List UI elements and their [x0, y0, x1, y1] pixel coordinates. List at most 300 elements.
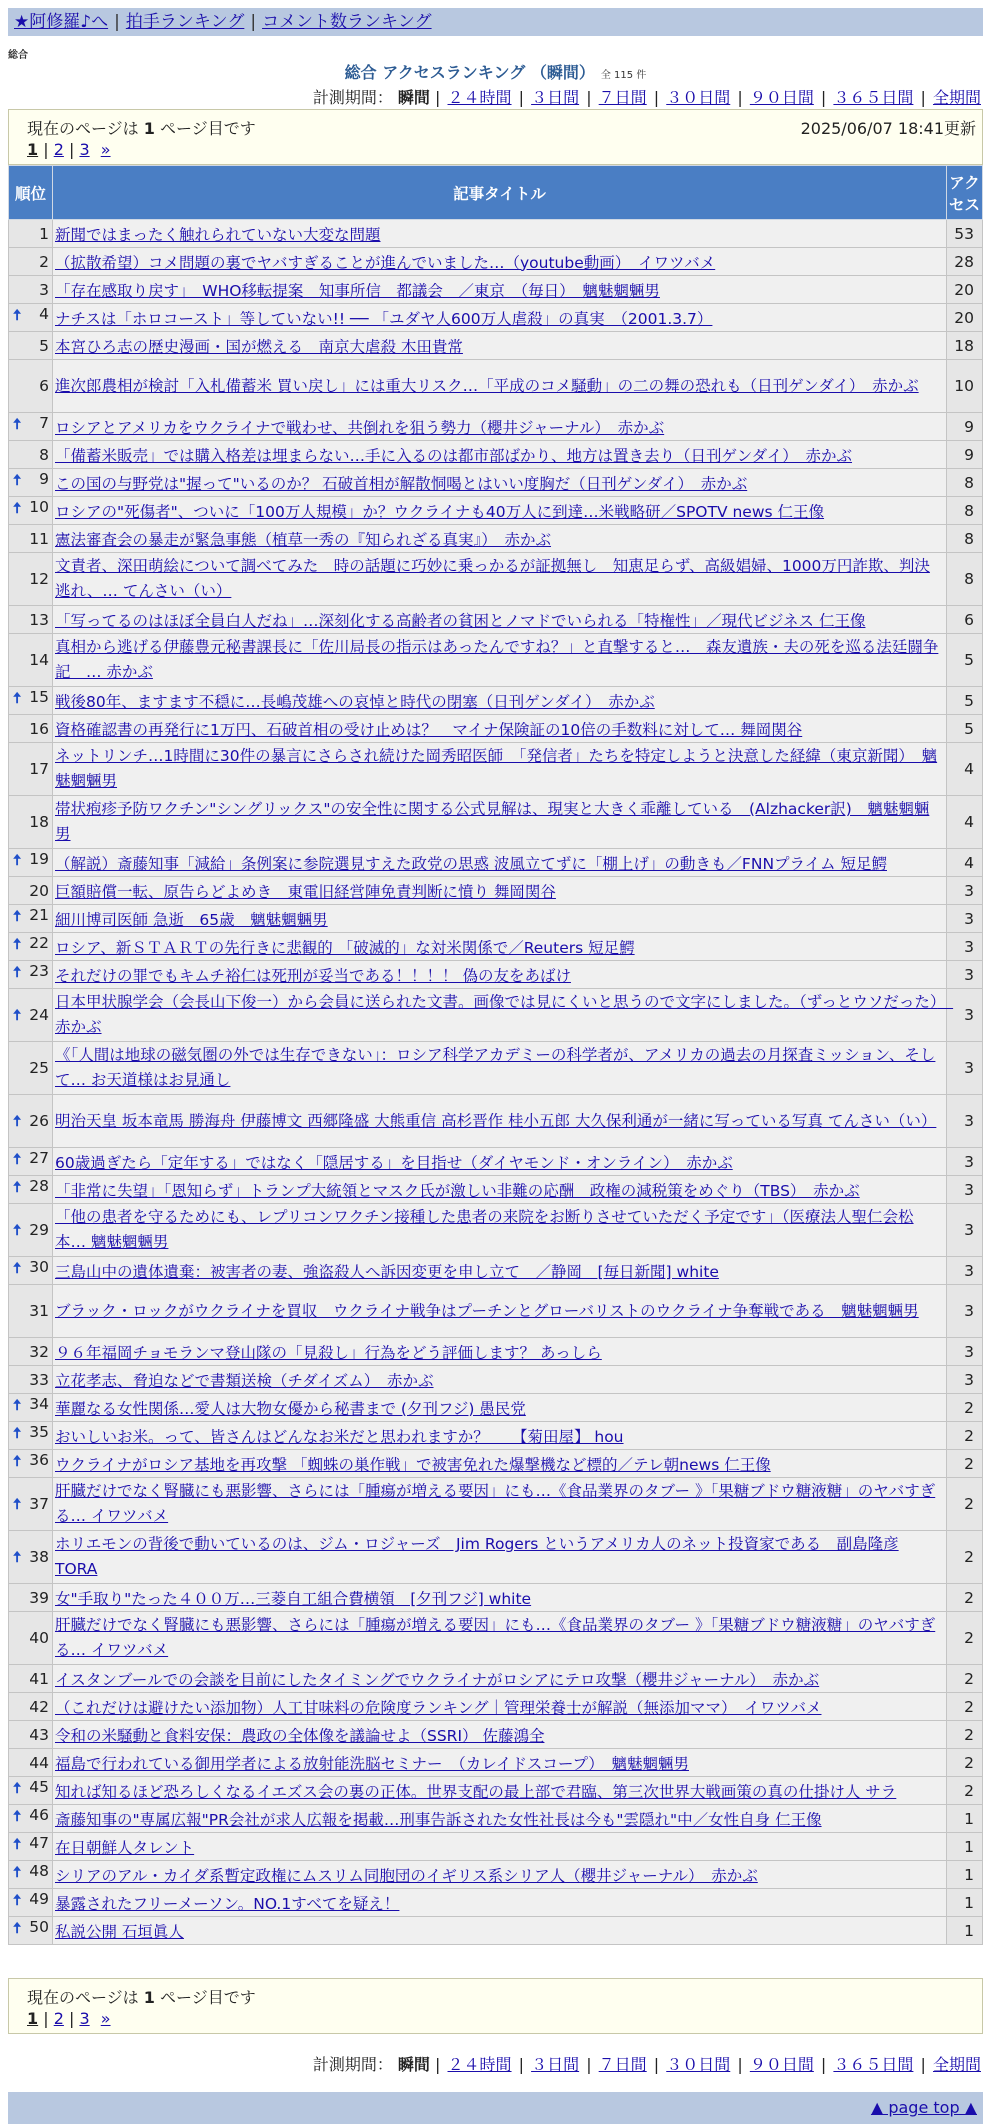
title-cell	[53, 634, 947, 687]
rank-number: 41	[29, 1669, 49, 1688]
rank-number: 12	[29, 569, 49, 588]
article-title-link[interactable]: イスタンブールでの会談を目前にしたタイミングでウクライナがロシアにテロ攻撃（櫻井ジャーナル） 赤かぶ	[55, 1670, 820, 1689]
period-option[interactable]: ２４時間	[447, 88, 512, 107]
title-cell	[53, 961, 947, 989]
rank-number: 3	[39, 280, 49, 299]
article-title-link[interactable]: 知れば知るほど恐ろしくなるイエズス会の裏の正体。世界支配の最上部で君臨、第三次世界大戦画策の真の仕掛け人 サラ	[55, 1782, 897, 1801]
title-cell	[53, 687, 947, 715]
table-row	[9, 469, 983, 497]
table-row	[9, 877, 983, 905]
period-label: 計測期間：	[312, 88, 393, 107]
access-count: 8	[947, 525, 983, 553]
home-link[interactable]: ★阿修羅♪へ	[14, 12, 109, 32]
table-row	[9, 1422, 983, 1450]
access-count: 3	[947, 1204, 983, 1257]
article-title-link[interactable]: 女"手取り"たった４００万…三菱自工組合費横領 [夕刊フジ] white	[55, 1589, 532, 1608]
table-row	[9, 933, 983, 961]
article-title-link[interactable]: 立花孝志、脅迫などで書類送検（チダイズム） 赤かぶ	[55, 1371, 434, 1390]
rank-up-arrow-icon: 🠅	[13, 1452, 22, 1470]
title-cell	[53, 1478, 947, 1531]
title-cell	[53, 1777, 947, 1805]
article-title-link[interactable]: （拡散希望）コメ問題の裏でヤバすぎることが進んでいました…（youtube動画） イワツバメ	[55, 253, 716, 272]
access-count: 4	[947, 796, 983, 849]
article-title-link[interactable]: 資格確認書の再発行に1万円、石破首相の受け止めは？ マイナ保険証の10倍の手数料に対して… 舞岡関谷	[55, 720, 803, 739]
table-row	[9, 332, 983, 360]
ranking-rows	[9, 220, 983, 1945]
access-count: 3	[947, 1148, 983, 1176]
access-count: 1	[947, 1861, 983, 1889]
rank-number: 29	[29, 1220, 49, 1239]
table-row	[9, 849, 983, 877]
rank-number: 38	[29, 1547, 49, 1566]
article-title-link[interactable]: 肝臓だけでなく腎臓にも悪影響、さらには「腫瘍が増える要因」にも…《食品業界のタブー 》「果糖ブドウ糖液糖」のヤバすぎる… イワツバメ	[55, 1616, 936, 1659]
table-row	[9, 1394, 983, 1422]
total-count: 全 115 件	[600, 70, 647, 81]
rank-cell	[9, 849, 53, 877]
rank-cell	[9, 1584, 53, 1612]
rank-number: 39	[29, 1588, 49, 1607]
table-row	[9, 1095, 983, 1148]
access-count: 3	[947, 1285, 983, 1338]
period-option[interactable]: ７日間	[598, 2055, 647, 2074]
title-cell	[53, 849, 947, 877]
page-link-3[interactable]: 3	[79, 2009, 90, 2028]
rank-up-arrow-icon: 🠅	[13, 1220, 22, 1239]
access-count: 3	[947, 1176, 983, 1204]
section-label: 総合	[8, 50, 28, 61]
article-title-link[interactable]: 暴露されたフリーメーソン。NO.1すべてを疑え！	[55, 1894, 400, 1913]
page-link-2[interactable]: 2	[53, 2009, 64, 2028]
rank-cell	[9, 989, 53, 1042]
rank-cell	[9, 1721, 53, 1749]
rank-cell	[9, 1861, 53, 1889]
table-row	[9, 1833, 983, 1861]
period-option[interactable]: ３日間	[531, 2055, 580, 2074]
article-title-link[interactable]: 華麗なる女性関係…愛人は大物女優から秘書まで (夕刊フジ) 愚民党	[55, 1399, 526, 1418]
article-title-link[interactable]: 「写ってるのはほぼ全員白人だね」…深刻化する高齢者の貧困とノマドでいられる「特権性」／現代ビジネス 仁王像	[55, 611, 866, 630]
article-title-link[interactable]: 《「人間は地球の磁気圏の外では生存できない」：ロシア科学アカデミーの科学者が、アメリカの過去の月探査ミッション、そして… お天道様はお見通し	[55, 1046, 936, 1089]
access-count: 2	[947, 1450, 983, 1478]
table-row	[9, 606, 983, 634]
period-option[interactable]: ３０日間	[666, 2055, 731, 2074]
title-cell	[53, 1889, 947, 1917]
table-row	[9, 1285, 983, 1338]
article-title-link[interactable]: ナチスは「ホロコースト」等していない!! ── 「ユダヤ人600万人虐殺」の真実 （2001.3.7）	[55, 309, 713, 328]
title-cell	[53, 606, 947, 634]
article-title-link[interactable]: ロシアの"死傷者"、ついに「100万人規模」か？ウクライナも40万人に到達…米戦略研／SPOTV news 仁王像	[55, 502, 825, 521]
period-selector-bottom	[313, 2052, 983, 2075]
page-current: 1	[27, 2009, 39, 2028]
access-count: 1	[947, 1833, 983, 1861]
article-title-link[interactable]: （これだけは避けたい添加物）人工甘味料の危険度ランキング｜管理栄養士が解説（無添加ママ） イワツバメ	[55, 1698, 822, 1717]
rank-number: 21	[29, 906, 49, 924]
article-title-link[interactable]: ９６年福岡チョモランマ登山隊の「見殺し」行為をどう評価します？ あっしら	[55, 1343, 602, 1362]
access-count: 3	[947, 989, 983, 1042]
header-access: アクセス	[947, 166, 983, 220]
rank-cell	[9, 1450, 53, 1478]
title-cell	[53, 796, 947, 849]
table-row	[9, 1693, 983, 1721]
article-title-link[interactable]: 在日朝鮮人タレント	[55, 1838, 195, 1857]
rank-cell	[9, 1612, 53, 1665]
access-count: 53	[947, 220, 983, 248]
rank-cell	[9, 360, 53, 413]
access-count: 3	[947, 1338, 983, 1366]
rank-number: 48	[29, 1862, 49, 1880]
table-row	[9, 220, 983, 248]
access-count: 5	[947, 634, 983, 687]
table-row	[9, 1176, 983, 1204]
table-row	[9, 1257, 983, 1285]
rank-cell	[9, 1889, 53, 1917]
period-option[interactable]: 全期間	[932, 2055, 981, 2074]
table-row	[9, 1531, 983, 1584]
article-title-link[interactable]: （解説）斎藤知事「減給」条例案に参院選見すえた政党の思惑 波風立てずに「棚上げ」の動きも／FNNプライム 短足鰐	[55, 854, 887, 873]
rank-number: 2	[39, 252, 49, 271]
article-title-link[interactable]: 「備蓄米販売」では購入格差は埋まらない…手に入るのは都市部ばかり、地方は置き去り（日刊ゲンダイ） 赤かぶ	[55, 446, 853, 465]
access-count: 3	[947, 905, 983, 933]
article-title-link[interactable]: 戦後80年、ますます不穏に…長嶋茂雄への哀悼と時代の閉塞（日刊ゲンダイ） 赤かぶ	[55, 692, 655, 711]
rank-up-arrow-icon: 🠅	[13, 1863, 22, 1881]
table-row	[9, 1889, 983, 1917]
rank-cell	[9, 248, 53, 276]
rank-number: 20	[29, 881, 49, 900]
rank-up-arrow-icon: 🠅	[13, 1259, 22, 1277]
rank-up-arrow-icon: 🠅	[13, 1547, 22, 1566]
rank-number: 33	[29, 1370, 49, 1389]
period-links: | ２４時間 | ３日間 | ７日間 | ３０日間 | ９０日間 | ３６５日間 | 全期間	[435, 88, 981, 107]
table-row	[9, 525, 983, 553]
rank-number: 7	[39, 414, 49, 432]
footer-bar	[8, 2092, 983, 2124]
rank-number: 23	[29, 962, 49, 980]
title-cell	[53, 1833, 947, 1861]
access-count: 2	[947, 1394, 983, 1422]
ranking-title: 総合 アクセスランキング （瞬間）	[344, 63, 595, 82]
nav-separator: |	[114, 12, 120, 32]
article-title-link[interactable]: ロシアとアメリカをウクライナで戦わせ、共倒れを狙う勢力（櫻井ジャーナル） 赤かぶ	[55, 418, 665, 437]
title-cell	[53, 1257, 947, 1285]
rank-number: 22	[29, 934, 49, 952]
rank-number: 17	[29, 759, 49, 778]
access-count: 10	[947, 360, 983, 413]
period-option[interactable]: ７日間	[598, 88, 647, 107]
access-count: 5	[947, 715, 983, 743]
rank-number: 25	[29, 1058, 49, 1077]
title-cell	[53, 1204, 947, 1257]
title-cell	[53, 989, 954, 1042]
title-cell	[53, 1861, 947, 1889]
table-row	[9, 1749, 983, 1777]
access-count: 28	[947, 248, 983, 276]
rank-cell	[9, 743, 53, 796]
rank-cell	[9, 1422, 53, 1450]
rank-cell	[9, 1042, 53, 1095]
article-title-link[interactable]: ホリエモンの背後で動いているのは、ジム・ロジャーズ Jim Rogers というアメリカ人のネット投資家である 副島隆彦 TORA	[55, 1535, 899, 1578]
rank-cell	[9, 220, 53, 248]
rank-cell	[9, 687, 53, 715]
article-title-link[interactable]: 三島山中の遺体遺棄：被害者の妻、強盗殺人へ訴因変更を申し立て ／静岡 [毎日新聞] white	[55, 1262, 719, 1281]
title-cell	[53, 1366, 947, 1394]
article-title-link[interactable]: 本宮ひろ志の歴史漫画・国が燃える 南京大虐殺 木田貴常	[55, 337, 463, 356]
table-row	[9, 1204, 983, 1257]
title-cell	[53, 1176, 947, 1204]
table-row	[9, 687, 983, 715]
title-cell	[53, 1095, 947, 1148]
article-title-link[interactable]: おいしいお米。って、皆さんはどんなお米だと思われますか？ 【菊田屋】 hou	[55, 1427, 624, 1446]
access-count: 2	[947, 1721, 983, 1749]
rank-number: 49	[29, 1890, 49, 1908]
comment-ranking-link[interactable]: コメント数ランキング	[262, 12, 432, 32]
title-cell	[53, 1148, 947, 1176]
access-count: 4	[947, 849, 983, 877]
rank-up-arrow-icon: 🠅	[13, 499, 22, 517]
table-row	[9, 441, 983, 469]
access-count: 2	[947, 1665, 983, 1693]
rank-number: 34	[29, 1395, 49, 1413]
title-cell	[53, 877, 947, 905]
rank-cell	[9, 469, 53, 497]
rank-cell	[9, 1917, 53, 1945]
rank-number: 6	[39, 376, 49, 395]
clap-ranking-link[interactable]: 拍手ランキング	[125, 12, 245, 32]
rank-number: 13	[29, 610, 49, 629]
article-title-link[interactable]: 新聞ではまったく触れられていない大変な問題	[55, 225, 381, 244]
table-row	[9, 1777, 983, 1805]
page-link-2[interactable]: 2	[53, 140, 64, 159]
access-count: 3	[947, 1095, 983, 1148]
rank-cell	[9, 1366, 53, 1394]
table-row	[9, 1478, 983, 1531]
rank-cell	[9, 606, 53, 634]
title-cell	[53, 360, 947, 413]
rank-up-arrow-icon: 🠅	[13, 471, 22, 489]
period-current: 瞬間	[397, 88, 430, 107]
article-title-link[interactable]: 令和の米騒動と食料安保：農政の全体像を議論せよ（SSRI） 佐藤鴻全	[55, 1726, 545, 1745]
pager-box-top	[8, 109, 983, 165]
table-row	[9, 413, 983, 441]
period-option[interactable]: ３０日間	[666, 88, 731, 107]
period-option[interactable]: ２４時間	[447, 2055, 512, 2074]
table-row	[9, 276, 983, 304]
rank-cell	[9, 905, 53, 933]
next-page-link[interactable]: »	[100, 2009, 111, 2028]
article-title-link[interactable]: ロシア、新ＳＴＡＲＴの先行きに悲観的 「破滅的」な対米関係で／Reuters 短足鰐	[55, 938, 635, 957]
access-count: 2	[947, 1749, 983, 1777]
rank-up-arrow-icon: 🠅	[13, 1150, 22, 1168]
period-label: 計測期間：	[312, 2055, 393, 2074]
article-title-link[interactable]: 日本甲状腺学会（会長山下俊一）から会員に送られた文書。画像では見にくいと思うので文字にしました。（ずっとウソだった） 赤かぶ	[55, 993, 954, 1036]
article-title-link[interactable]: シリアのアル・カイダ系暫定政権にムスリム同胞団のイギリス系シリア人（櫻井ジャーナル） 赤かぶ	[55, 1866, 758, 1885]
page-link-3[interactable]: 3	[79, 140, 90, 159]
rank-cell	[9, 1257, 53, 1285]
rank-cell	[9, 1204, 53, 1257]
rank-number: 47	[29, 1834, 49, 1852]
article-title-link[interactable]: ブラック・ロックがウクライナを買収 ウクライナ戦争はプーチンとグローバリストのウクライナ争奪戦である 魑魅魍魎男	[55, 1301, 919, 1320]
rank-number: 46	[29, 1806, 49, 1824]
article-title-link[interactable]: 真相から逃げる伊藤豊元秘書課長に「佐川局長の指示はあったんですね？」と直撃すると… 森友遺族・夫の死を巡る法廷闘争記 … 赤かぶ	[55, 638, 939, 681]
article-title-link[interactable]: 進次郎農相が検討「入札備蓄米 買い戻し」には重大リスク…「平成のコメ騒動」の二の舞の恐れも（日刊ゲンダイ） 赤かぶ	[55, 376, 919, 395]
access-count: 3	[947, 933, 983, 961]
rank-up-arrow-icon: 🠅	[13, 689, 22, 707]
article-title-link[interactable]: 斎藤知事の"専属広報"PR会社が求人広報を掲載…刑事告訴された女性社長は今も"雲隠れ"中／女性自身 仁王像	[55, 1810, 822, 1829]
header-rank: 順位	[9, 166, 53, 220]
rank-number: 4	[39, 305, 49, 323]
access-count: 9	[947, 441, 983, 469]
next-page-link[interactable]: »	[100, 140, 111, 159]
article-title-link[interactable]: 細川博司医師 急逝 65歳 魑魅魍魎男	[55, 910, 328, 929]
rank-up-arrow-icon: 🠅	[13, 1494, 22, 1513]
access-count: 2	[947, 1478, 983, 1531]
table-row	[9, 1584, 983, 1612]
rank-up-arrow-icon: 🠅	[13, 306, 22, 324]
table-row	[9, 1917, 983, 1945]
article-title-link[interactable]: 「存在感取り戻す」 WHO移転提案 知事所信 都議会 ／東京 （毎日） 魑魅魍魎男	[55, 281, 660, 300]
rank-cell	[9, 1665, 53, 1693]
period-links: | ２４時間 | ３日間 | ７日間 | ３０日間 | ９０日間 | ３６５日間 | 全期間	[435, 2055, 981, 2074]
period-option[interactable]: 全期間	[932, 88, 981, 107]
rank-number: 50	[29, 1918, 49, 1936]
table-row	[9, 743, 983, 796]
page-links: 1 | 2 | 3 »	[27, 2009, 111, 2028]
rank-cell	[9, 1285, 53, 1338]
title-cell	[53, 304, 947, 332]
rank-number: 14	[29, 650, 49, 669]
rank-number: 36	[29, 1451, 49, 1469]
table-row	[9, 304, 983, 332]
article-title-link[interactable]: 帯状疱疹予防ワクチン"シングリックス"の安全性に関する公式見解は、現実と大きく乖離している (Alzhacker訳) 魑魅魍魎男	[55, 800, 930, 843]
rank-up-arrow-icon: 🠅	[13, 907, 22, 925]
page-top-link[interactable]: ▲ page top ▲	[870, 2098, 977, 2117]
access-count: 8	[947, 497, 983, 525]
rank-cell	[9, 1833, 53, 1861]
updated-time: 2025/06/07 18:41更新	[800, 119, 976, 138]
access-count: 1	[947, 1805, 983, 1833]
rank-cell	[9, 441, 53, 469]
rank-number: 19	[29, 850, 49, 868]
article-title-link[interactable]: 明治天皇 坂本竜馬 勝海舟 伊藤博文 西郷隆盛 大熊重信 高杉晋作 桂小五郎 大久保利通が一緒に写っている写真 てんさい（い）	[55, 1111, 937, 1130]
access-count: 5	[947, 687, 983, 715]
rank-number: 1	[39, 224, 49, 243]
rank-number: 31	[29, 1301, 49, 1320]
rank-cell	[9, 1777, 53, 1805]
rank-number: 44	[29, 1753, 49, 1772]
rank-up-arrow-icon: 🠅	[13, 1178, 22, 1196]
access-count: 2	[947, 1777, 983, 1805]
table-row	[9, 248, 983, 276]
title-cell	[53, 525, 947, 553]
title-cell	[53, 553, 947, 606]
rank-number: 10	[29, 498, 49, 516]
period-option[interactable]: ３日間	[531, 88, 580, 107]
title-cell	[53, 1422, 947, 1450]
rank-up-arrow-icon: 🠅	[13, 1005, 22, 1024]
rank-up-arrow-icon: 🠅	[13, 1807, 22, 1825]
title-cell	[53, 1693, 947, 1721]
rank-up-arrow-icon: 🠅	[13, 1919, 22, 1937]
title-cell	[53, 1749, 947, 1777]
access-count: 2	[947, 1612, 983, 1665]
rank-number: 30	[29, 1258, 49, 1276]
table-row	[9, 905, 983, 933]
article-title-link[interactable]: 巨額賠償一転、原告らどよめき 東電旧経営陣免責判断に憤り 舞岡関谷	[55, 882, 556, 901]
article-title-link[interactable]: 憲法審査会の暴走が緊急事態（植草一秀の『知られざる真実』） 赤かぶ	[55, 530, 552, 549]
title-cell	[53, 1285, 947, 1338]
article-title-link[interactable]: ネットリンチ…1時間に30件の暴言にさらされ続けた岡秀昭医師 「発信者」たちを特定しようと決意した経緯（東京新聞） 魑魅魍魎男	[55, 747, 938, 790]
rank-cell	[9, 715, 53, 743]
rank-cell	[9, 525, 53, 553]
rank-cell	[9, 497, 53, 525]
access-count: 3	[947, 1366, 983, 1394]
table-row	[9, 1861, 983, 1889]
rank-cell	[9, 634, 53, 687]
page-current: 1	[27, 140, 39, 159]
table-row	[9, 553, 983, 606]
rank-cell	[9, 1805, 53, 1833]
table-row	[9, 796, 983, 849]
rank-cell	[9, 877, 53, 905]
article-title-link[interactable]: 肝臓だけでなく腎臓にも悪影響、さらには「腫瘍が増える要因」にも…《食品業界のタブー 》「果糖ブドウ糖液糖」のヤバすぎる… イワツバメ	[55, 1482, 936, 1525]
access-count: 1	[947, 1917, 983, 1945]
rank-cell	[9, 1478, 53, 1531]
access-count: 2	[947, 1422, 983, 1450]
period-option[interactable]: ３６５日間	[833, 2055, 914, 2074]
access-count: 3	[947, 1042, 983, 1095]
article-title-link[interactable]: 私説公開 石垣眞人	[55, 1922, 184, 1941]
table-row	[9, 1612, 983, 1665]
rank-number: 24	[29, 1005, 49, 1024]
article-title-link[interactable]: 文責者、深田萌絵について調べてみた 時の話題に巧妙に乗っかるが証拠無し 知恵足らず、高級娼婦、1000万円詐欺、判決逃れ、… てんさい（い）	[55, 557, 930, 600]
rank-number: 5	[39, 336, 49, 355]
table-row	[9, 961, 983, 989]
table-row	[9, 1148, 983, 1176]
rank-cell	[9, 1176, 53, 1204]
rank-cell	[9, 1394, 53, 1422]
table-row	[9, 360, 983, 413]
rank-number: 40	[29, 1628, 49, 1647]
title-cell	[53, 1531, 947, 1584]
table-row	[9, 1665, 983, 1693]
title-cell	[53, 933, 947, 961]
access-count: 8	[947, 553, 983, 606]
rank-number: 32	[29, 1342, 49, 1361]
access-count: 4	[947, 743, 983, 796]
article-title-link[interactable]: 「他の患者を守るためにも、レプリコンワクチン接種した患者の来院をお断りさせていただく予定です」（医療法人聖仁会松本… 魑魅魍魎男	[55, 1208, 914, 1251]
rank-cell	[9, 304, 53, 332]
rank-number: 27	[29, 1149, 49, 1167]
table-row	[9, 1366, 983, 1394]
access-count: 3	[947, 961, 983, 989]
title-cell	[53, 905, 947, 933]
article-title-link[interactable]: ウクライナがロシア基地を再攻撃 「蜘蛛の巣作戦」で被害免れた爆撃機など標的／テレ朝news 仁王像	[55, 1455, 771, 1474]
period-option[interactable]: ３６５日間	[833, 88, 914, 107]
article-title-link[interactable]: 60歳過ぎたら「定年する」ではなく「隠居する」を目指せ（ダイヤモンド・オンライン） 赤かぶ	[55, 1153, 733, 1172]
rank-number: 35	[29, 1423, 49, 1441]
article-title-link[interactable]: 「非常に失望」「恩知らず」トランプ大統領とマスク氏が激しい非難の応酬 政権の減税策をめぐり（TBS） 赤かぶ	[55, 1181, 860, 1200]
title-cell	[53, 1584, 947, 1612]
access-count: 3	[947, 1257, 983, 1285]
rank-number: 8	[39, 445, 49, 464]
period-option[interactable]: ９０日間	[749, 88, 814, 107]
access-count: 2	[947, 1531, 983, 1584]
article-title-link[interactable]: この国の与野党は"握って"いるのか？ 石破首相が解散恫喝とはいい度胸だ（日刊ゲンダイ） 赤かぶ	[55, 474, 748, 493]
header-title: 記事タイトル	[53, 166, 947, 220]
title-cell	[53, 332, 947, 360]
period-option[interactable]: ９０日間	[749, 2055, 814, 2074]
article-title-link[interactable]: 福島で行われている御用学者による放射能洗脳セミナー （カレイドスコープ） 魑魅魍魎男	[55, 1754, 689, 1773]
table-row	[9, 1721, 983, 1749]
article-title-link[interactable]: それだけの罪でもキムチ裕仁は死刑が妥当である！！！！ 偽の友をあばけ	[55, 966, 571, 985]
